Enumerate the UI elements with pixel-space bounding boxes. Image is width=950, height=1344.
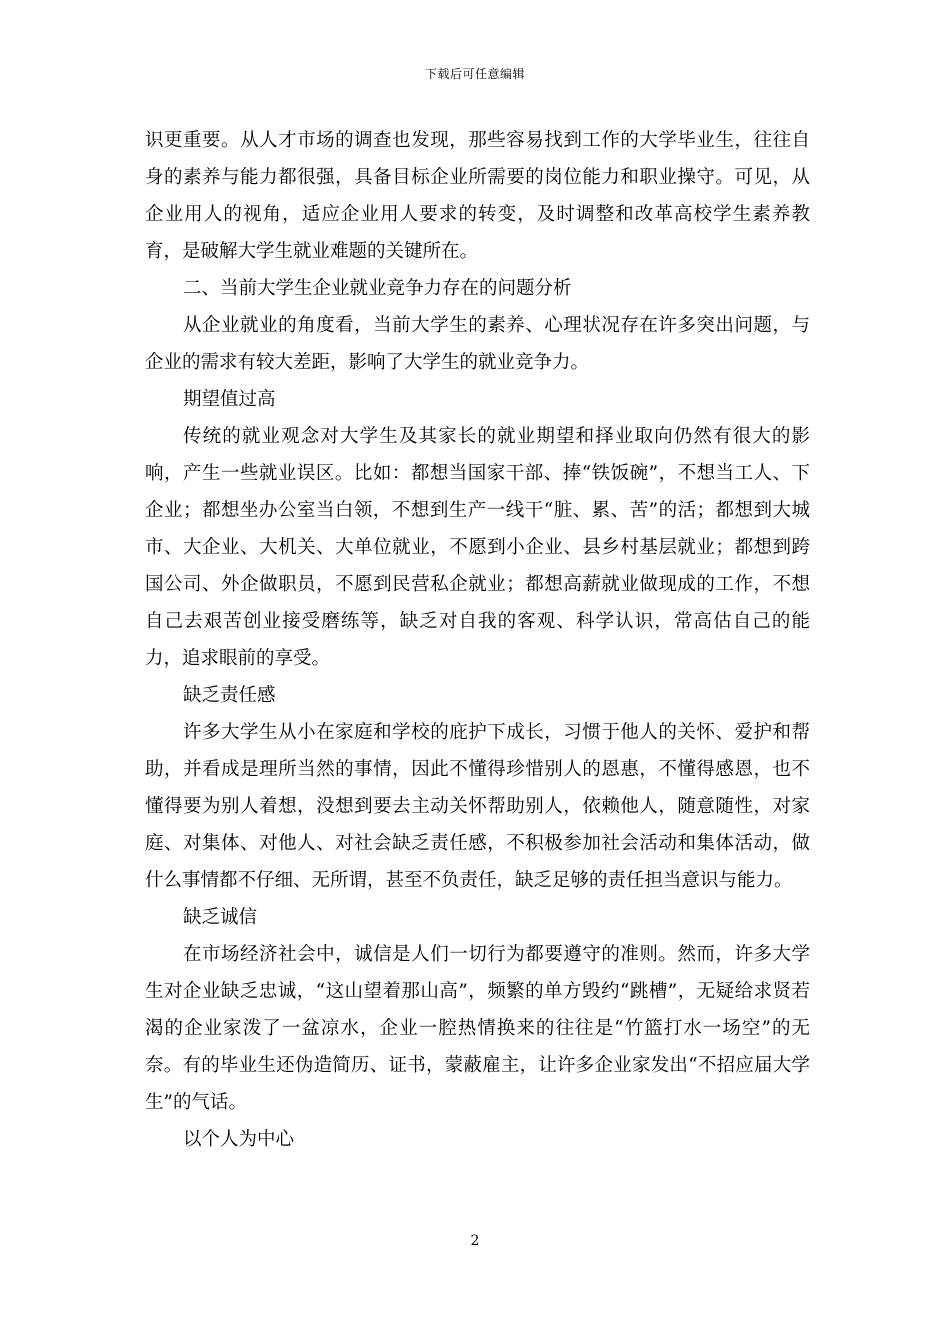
paragraph-continuation: 识更重要。从人才市场的调查也发现，那些容易找到工作的大学毕业生，往往自身的素养与能力都很强，具备目标企业所需要的岗位能力和职业操守。可见，从企业用人的视角，适应企业用人要求的转变，及时调整和改革高校学生素养教育，是破解大学生就业难题的关键所在。	[145, 130, 810, 262]
page-header: 下载后可任意编辑	[424, 67, 525, 81]
subheading-integrity: 缺乏诚信	[183, 907, 258, 928]
paragraph: 从企业就业的角度看，当前大学生的素养、心理状况存在许多突出问题，与企业的需求有较大差距，影响了大学生的就业竞争力。	[145, 315, 810, 373]
paragraph: 传统的就业观念对大学生及其家长的就业期望和择业取向仍然有很大的影响，产生一些就业误区。比如：都想当国家干部、捧“铁饭碗”，不想当工人、下企业；都想坐办公室当白领，不想到生产一线干“脏、累、苦”的活；都想到大城市、大企业、大机关、大单位就业，不愿到小企业、县乡村基层就业；都想到跨国公司、外企做职员，不愿到民营私企就业；都想高薪就业做现成的工作，不想自己去艰苦创业接受磨练等，缺乏对自我的客观、科学认识，常高估自己的能力，追求眼前的享受。	[145, 426, 810, 669]
subheading-self-centered: 以个人为中心	[183, 1129, 295, 1150]
paragraph: 许多大学生从小在家庭和学校的庇护下成长，习惯于他人的关怀、爱护和帮助，并看成是理所当然的事情，因此不懂得珍惜别人的恩惠，不懂得感恩，也不懂得要为别人着想，没想到要去主动关怀帮助别人，依赖他人，随意随性，对家庭、对集体、对他人、对社会缺乏责任感，不积极参加社会活动和集体活动，做什么事情都不仔细、无所谓，甚至不负责任，缺乏足够的责任担当意识与能力。	[145, 722, 810, 891]
section-heading: 二、当前大学生企业就业竞争力存在的问题分析	[183, 278, 572, 299]
subheading-responsibility: 缺乏责任感	[183, 685, 276, 706]
document-body	[145, 122, 810, 1158]
paragraph: 在市场经济社会中，诚信是人们一切行为都要遵守的准则。然而，许多大学生对企业缺乏忠诚，“这山望着那山高”，频繁的单方毁约“跳槽”，无疑给求贤若渴的企业家泼了一盆凉水，企业一腔热情换来的往往是“竹篮打水一场空”的无奈。有的毕业生还伪造简历、证书，蒙蔽雇主，让许多企业家发出“不招应届大学生”的气话。	[145, 944, 810, 1113]
page-number: 2	[470, 1233, 480, 1249]
subheading-expectations: 期望值过高	[183, 389, 276, 410]
